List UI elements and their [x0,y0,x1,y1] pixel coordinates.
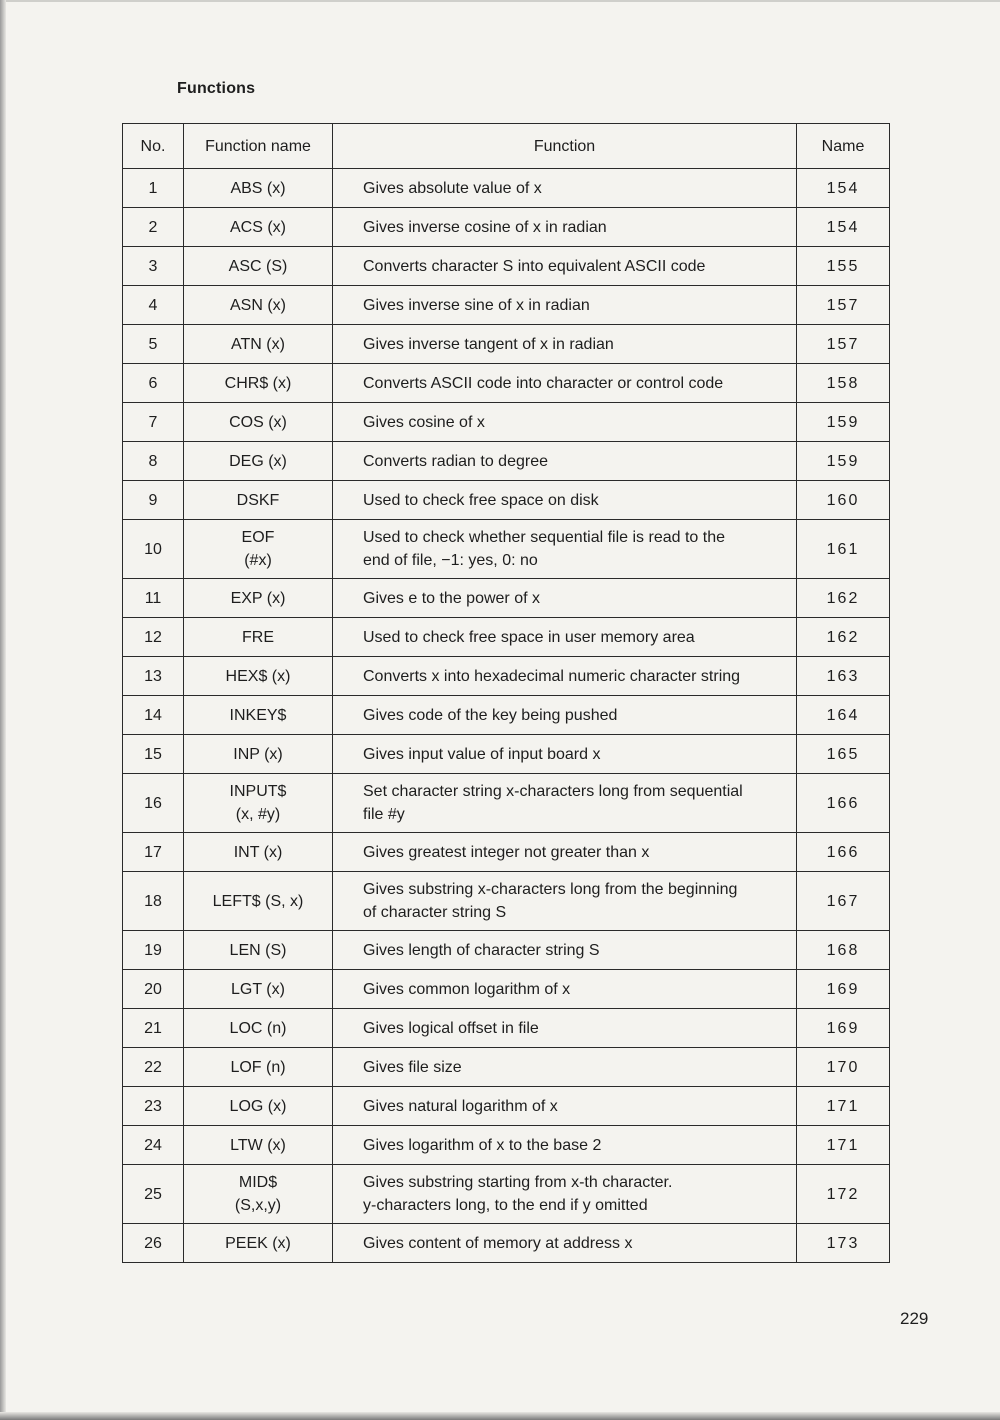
function-description: Converts x into hexadecimal numeric character string [363,667,741,685]
function-name-cell [184,618,333,657]
row-number: 9 [123,481,184,520]
function-description: end of file, −1: yes, 0: no [363,552,538,569]
row-number: 17 [123,833,184,872]
function-name-cell [184,872,333,931]
table-row [123,735,890,774]
function-description: Gives file size [363,1058,462,1076]
function-name: DSKF [236,491,280,509]
reference-page: 154 [797,169,890,208]
function-name-cell [184,520,333,579]
row-number: 20 [123,970,184,1009]
table-row [123,1087,890,1126]
reference-page: 163 [797,657,890,696]
function-name-cell [184,833,333,872]
function-name-cell [184,657,333,696]
function-description: Used to check whether sequential file is read to the [363,529,725,546]
function-name: LEFT$ (S, x) [212,892,304,910]
row-number: 18 [123,872,184,931]
reference-page: 171 [797,1087,890,1126]
function-description-cell [333,403,797,442]
reference-page: 166 [797,774,890,833]
table-header-row [123,124,890,169]
function-description-cell [333,657,797,696]
function-name: HEX$ (x) [225,667,291,685]
function-description: y-characters long, to the end if y omitted [363,1197,648,1214]
row-number: 15 [123,735,184,774]
function-name: INPUT$ [229,783,287,800]
function-description: Gives greatest integer not greater than x [363,843,650,861]
function-name-cell [184,1009,333,1048]
function-description: Gives substring x-characters long from the beginning [363,881,738,898]
function-description-cell [333,442,797,481]
function-description: Set character string x-characters long from sequential [363,783,743,800]
reference-page: 162 [797,618,890,657]
function-description: Gives code of the key being pushed [363,706,618,724]
row-number: 3 [123,247,184,286]
function-name-cell [184,364,333,403]
function-name-cell [184,208,333,247]
table-row [123,1009,890,1048]
header-no: No. [123,124,184,169]
function-description: Gives absolute value of x [363,179,542,197]
function-name-cell [184,1165,333,1224]
function-description-cell [333,1048,797,1087]
function-description: Gives content of memory at address x [363,1234,633,1252]
page-number: 229 [900,1309,929,1328]
function-description: Gives substring starting from x-th character. [363,1174,673,1191]
table-row [123,520,890,579]
function-description: Gives cosine of x [363,413,485,431]
function-description: Gives e to the power of x [363,589,540,607]
function-name-cell [184,1087,333,1126]
reference-page: 159 [797,442,890,481]
table-row [123,872,890,931]
table-row [123,657,890,696]
function-name: (x, #y) [235,806,281,823]
table-row [123,970,890,1009]
function-description: Converts radian to degree [363,452,548,470]
function-description: Gives inverse tangent of x in radian [363,335,614,353]
row-number: 22 [123,1048,184,1087]
reference-page: 164 [797,696,890,735]
table-row [123,247,890,286]
reference-page: 161 [797,520,890,579]
function-name-cell [184,1048,333,1087]
row-number: 16 [123,774,184,833]
function-description-cell [333,1087,797,1126]
function-name: PEEK (x) [225,1234,291,1252]
function-description-cell [333,872,797,931]
function-name: ABS (x) [230,179,286,197]
function-description: Gives common logarithm of x [363,980,571,998]
table-row [123,579,890,618]
table-row [123,833,890,872]
page-edge-top [0,0,1000,2]
table-row [123,696,890,735]
section-title: Functions [177,80,256,97]
function-description-cell [333,208,797,247]
row-number: 24 [123,1126,184,1165]
reference-page: 170 [797,1048,890,1087]
reference-page: 168 [797,931,890,970]
function-description: Gives inverse cosine of x in radian [363,218,607,236]
reference-page: 172 [797,1165,890,1224]
reference-page: 167 [797,872,890,931]
function-name-cell [184,735,333,774]
function-description: Converts character S into equivalent ASCII code [363,257,706,275]
table-row [123,286,890,325]
reference-page: 169 [797,970,890,1009]
function-name: FRE [242,628,274,646]
function-name-cell [184,774,333,833]
function-name-cell [184,1126,333,1165]
table-row [123,931,890,970]
table-row [123,169,890,208]
function-name-cell [184,696,333,735]
function-name-cell [184,1224,333,1263]
function-name: (S,x,y) [234,1197,282,1214]
function-name: ASN (x) [230,296,286,314]
row-number: 12 [123,618,184,657]
reference-page: 162 [797,579,890,618]
row-number: 21 [123,1009,184,1048]
table-row [123,618,890,657]
table-row [123,325,890,364]
header-function: Function [333,124,797,169]
row-number: 11 [123,579,184,618]
function-name-cell [184,481,333,520]
function-name: INKEY$ [229,706,287,724]
function-description-cell [333,833,797,872]
reference-page: 154 [797,208,890,247]
function-description-cell [333,169,797,208]
reference-page: 160 [797,481,890,520]
function-name: INT (x) [233,843,283,861]
function-description: Converts ASCII code into character or control code [363,374,724,392]
reference-page: 166 [797,833,890,872]
function-name: LOF (n) [230,1058,286,1076]
function-description-cell [333,1165,797,1224]
table-row [123,1048,890,1087]
function-name: CHR$ (x) [224,374,292,392]
function-description-cell [333,931,797,970]
table-row [123,442,890,481]
function-name: (#x) [244,552,272,569]
function-name: MID$ [238,1174,278,1191]
function-name: LOC (n) [229,1019,287,1037]
function-name: ASC (S) [228,257,288,275]
row-number: 4 [123,286,184,325]
table-row [123,774,890,833]
function-name-cell [184,970,333,1009]
row-number: 7 [123,403,184,442]
function-description-cell [333,696,797,735]
reference-page: 173 [797,1224,890,1263]
page-edge-left [0,0,6,1420]
function-description: Used to check free space in user memory area [363,628,695,646]
function-description-cell [333,1126,797,1165]
function-description: file #y [363,806,405,823]
function-description-cell [333,618,797,657]
row-number: 25 [123,1165,184,1224]
function-name: LEN (S) [229,941,287,959]
table-row [123,1165,890,1224]
table-row [123,481,890,520]
functions-table [122,123,890,1263]
function-name-cell [184,286,333,325]
row-number: 10 [123,520,184,579]
function-description: Gives logical offset in file [363,1019,539,1037]
row-number: 8 [123,442,184,481]
function-name-cell [184,579,333,618]
row-number: 1 [123,169,184,208]
function-name-cell [184,169,333,208]
row-number: 13 [123,657,184,696]
function-description-cell [333,364,797,403]
function-description-cell [333,579,797,618]
function-name: ACS (x) [230,218,286,236]
reference-page: 171 [797,1126,890,1165]
function-description-cell [333,970,797,1009]
table-row [123,364,890,403]
header-function-name: Function name [184,124,333,169]
function-name: LTW (x) [230,1136,286,1154]
table-row [123,208,890,247]
function-name-cell [184,247,333,286]
function-description-cell [333,1009,797,1048]
function-name: LOG (x) [229,1097,287,1115]
function-description-cell [333,247,797,286]
row-number: 6 [123,364,184,403]
function-description: Used to check free space on disk [363,491,599,509]
row-number: 26 [123,1224,184,1263]
function-description: Gives inverse sine of x in radian [363,296,590,314]
function-description: Gives length of character string S [363,941,600,959]
function-description-cell [333,481,797,520]
function-name-cell [184,325,333,364]
reference-page: 169 [797,1009,890,1048]
function-description-cell [333,774,797,833]
function-description-cell [333,325,797,364]
row-number: 19 [123,931,184,970]
row-number: 5 [123,325,184,364]
table-body [123,169,890,1263]
function-description: of character string S [363,904,507,921]
row-number: 23 [123,1087,184,1126]
reference-page: 155 [797,247,890,286]
reference-page: 157 [797,325,890,364]
function-name-cell [184,442,333,481]
function-description: Gives input value of input board x [363,745,601,763]
function-description-cell [333,520,797,579]
reference-page: 158 [797,364,890,403]
table-row [123,1126,890,1165]
function-name: COS (x) [229,413,287,431]
function-name: LGT (x) [231,980,285,998]
table-row [123,403,890,442]
function-name-cell [184,403,333,442]
function-description-cell [333,1224,797,1263]
function-description-cell [333,286,797,325]
page-edge-bottom [0,1412,1000,1420]
header-name: Name [797,124,890,169]
function-name: EOF [241,529,275,546]
function-name-cell [184,931,333,970]
function-name: DEG (x) [229,452,287,470]
reference-page: 165 [797,735,890,774]
row-number: 14 [123,696,184,735]
row-number: 2 [123,208,184,247]
function-name: INP (x) [233,745,283,763]
table-row [123,1224,890,1263]
function-description-cell [333,735,797,774]
function-name: ATN (x) [231,335,285,353]
function-description: Gives natural logarithm of x [363,1097,558,1115]
reference-page: 157 [797,286,890,325]
reference-page: 159 [797,403,890,442]
function-name: EXP (x) [230,589,286,607]
function-description: Gives logarithm of x to the base 2 [363,1136,602,1154]
